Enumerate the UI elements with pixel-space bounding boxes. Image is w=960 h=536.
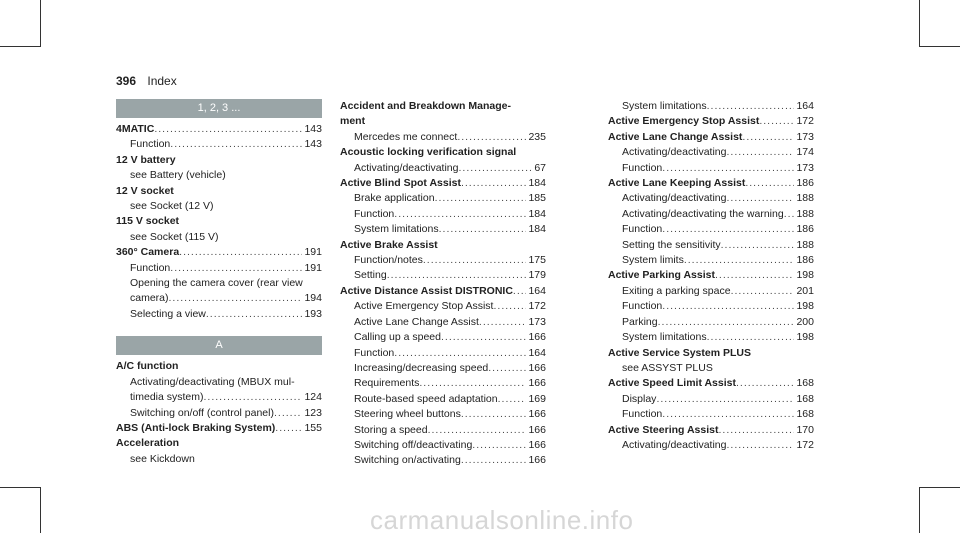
crop-mark	[919, 487, 960, 488]
index-subentry[interactable]	[340, 207, 546, 222]
entry-label: 360° Camera	[116, 246, 180, 259]
page-ref[interactable]: 194	[304, 292, 322, 305]
dot-leader	[439, 222, 527, 237]
page-ref[interactable]: 164	[528, 284, 546, 297]
dot-leader	[736, 376, 794, 391]
page-ref[interactable]: 155	[304, 421, 322, 434]
index-heading: Acoustic locking verification signal	[340, 146, 517, 159]
dot-leader	[387, 268, 527, 283]
dot-leader	[394, 207, 526, 222]
dot-leader	[726, 145, 794, 160]
page-ref[interactable]: 173	[528, 315, 546, 328]
index-entry[interactable]	[608, 268, 814, 283]
index-entry[interactable]	[608, 423, 814, 438]
dot-leader	[742, 130, 794, 145]
dot-leader	[656, 392, 794, 407]
index-heading: 12 V socket	[116, 184, 174, 197]
entry-label: Active Parking Assist	[608, 269, 715, 282]
index-subentry[interactable]	[340, 453, 546, 468]
entry-label: Activating/deactivating	[354, 161, 459, 174]
entry-label: Active Blind Spot Assist	[340, 177, 461, 190]
dot-leader	[169, 291, 303, 306]
entry-label: Mercedes me connect	[354, 130, 458, 143]
page-ref[interactable]: 188	[796, 207, 814, 220]
page-ref[interactable]: 166	[528, 438, 546, 451]
watermark: carmanualsonline.info	[370, 505, 634, 535]
index-entry[interactable]	[608, 114, 814, 129]
index-subentry[interactable]	[116, 291, 322, 306]
index-subentry: see Kickdown	[130, 452, 195, 465]
section-title: Index	[147, 74, 177, 88]
crop-mark	[0, 46, 41, 47]
index-subentry[interactable]	[340, 407, 546, 422]
page-ref[interactable]: 173	[796, 161, 814, 174]
page-ref[interactable]: 168	[796, 408, 814, 421]
index-heading: ment	[340, 115, 366, 128]
dot-leader	[721, 238, 795, 253]
page-ref[interactable]: 166	[528, 361, 546, 374]
page-ref[interactable]: 143	[304, 138, 322, 151]
index-entry[interactable]	[116, 421, 322, 436]
index-column-1	[116, 99, 322, 467]
page-ref[interactable]: 173	[796, 130, 814, 143]
index-subentry[interactable]	[340, 315, 546, 330]
entry-label: Function	[354, 207, 395, 220]
dot-leader	[715, 268, 794, 283]
dot-leader	[726, 438, 794, 453]
page-ref[interactable]: 170	[796, 423, 814, 436]
dot-leader	[745, 176, 794, 191]
page-ref[interactable]: 188	[796, 192, 814, 205]
page-ref[interactable]: 186	[796, 177, 814, 190]
dot-leader	[457, 130, 526, 145]
entry-label: Selecting a view	[130, 307, 206, 320]
index-subentry[interactable]	[340, 253, 546, 268]
page-ref[interactable]: 166	[528, 423, 546, 436]
index-subentry[interactable]	[340, 268, 546, 283]
index-subentry[interactable]	[608, 315, 814, 330]
entry-label: Function/notes	[354, 254, 423, 267]
dot-leader	[275, 421, 302, 436]
page-ref[interactable]: 184	[528, 177, 546, 190]
index-heading: 115 V socket	[116, 215, 180, 228]
dot-leader	[170, 261, 302, 276]
index-subentry[interactable]	[116, 406, 322, 421]
dot-leader	[441, 330, 526, 345]
index-entry[interactable]	[340, 176, 546, 191]
entry-label: Calling up a speed	[354, 331, 441, 344]
dot-leader	[461, 176, 527, 191]
index-subentry[interactable]	[608, 438, 814, 453]
page-ref[interactable]: 164	[528, 346, 546, 359]
entry-label: Activating/deactivating the warning	[622, 207, 784, 220]
page-ref[interactable]: 235	[528, 130, 546, 143]
page-ref[interactable]: 191	[304, 246, 322, 259]
entry-label: Function	[622, 408, 663, 421]
entry-label: ABS (Anti-lock Braking System)	[116, 421, 276, 434]
entry-label: Switching on/activating	[354, 454, 461, 467]
index-subentry[interactable]	[608, 191, 814, 206]
entry-label: Active Emergency Stop Assist	[354, 300, 494, 313]
section-letter-bar: 1, 2, 3 ...	[116, 99, 322, 118]
index-subentry[interactable]	[340, 191, 546, 206]
dot-leader	[731, 284, 795, 299]
page-ref[interactable]: 67	[534, 161, 546, 174]
entry-label: Active Lane Change Assist	[608, 130, 743, 143]
entry-label: Activating/deactivating	[622, 438, 727, 451]
entry-label: Parking	[622, 315, 658, 328]
dot-leader	[479, 315, 527, 330]
index-subentry[interactable]	[608, 407, 814, 422]
index-subentry: see Socket (115 V)	[130, 230, 219, 243]
dot-leader	[759, 114, 794, 129]
page-ref[interactable]: 172	[796, 115, 814, 128]
index-subentry[interactable]	[116, 390, 322, 405]
entry-label: camera)	[130, 292, 169, 305]
page-ref[interactable]: 168	[796, 392, 814, 405]
page-ref[interactable]: 166	[528, 377, 546, 390]
dot-leader	[719, 423, 795, 438]
page-number: 396	[116, 74, 137, 88]
entry-label: Setting the sensitivity	[622, 238, 721, 251]
index-entry[interactable]	[116, 122, 322, 137]
page-ref[interactable]: 172	[528, 300, 546, 313]
page-ref[interactable]: 186	[796, 254, 814, 267]
entry-label: Active Emergency Stop Assist	[608, 115, 760, 128]
index-subentry[interactable]	[340, 392, 546, 407]
dot-leader	[784, 207, 795, 222]
page-ref[interactable]: 175	[528, 254, 546, 267]
entry-label: Display	[622, 392, 657, 405]
page-ref[interactable]: 124	[304, 391, 322, 404]
page-ref[interactable]: 172	[796, 438, 814, 451]
index-subentry: see Battery (vehicle)	[130, 169, 226, 182]
dot-leader	[488, 361, 526, 376]
dot-leader	[498, 392, 527, 407]
page-ref[interactable]: 186	[796, 223, 814, 236]
page-ref[interactable]: 166	[528, 331, 546, 344]
page-ref[interactable]: 179	[528, 269, 546, 282]
index-subentry: Opening the camera cover (rear view	[130, 277, 303, 290]
dot-leader	[419, 376, 526, 391]
page-ref[interactable]: 193	[304, 307, 322, 320]
index-heading: Accident and Breakdown Manage-	[340, 100, 511, 112]
crop-mark	[40, 487, 41, 533]
index-subentry[interactable]	[608, 222, 814, 237]
index-entry[interactable]	[608, 130, 814, 145]
index-subentry[interactable]	[340, 423, 546, 438]
page-ref[interactable]: 200	[796, 315, 814, 328]
entry-label: Active Lane Keeping Assist	[608, 177, 746, 190]
entry-label: Storing a speed	[354, 423, 428, 436]
entry-label: Function	[130, 138, 171, 151]
entry-label: Steering wheel buttons	[354, 408, 461, 421]
page-ref[interactable]: 198	[796, 269, 814, 282]
page-ref[interactable]: 164	[796, 100, 814, 112]
crop-mark	[919, 0, 920, 47]
index-subentry[interactable]	[608, 330, 814, 345]
page-ref[interactable]: 185	[528, 192, 546, 205]
index-subentry[interactable]	[340, 222, 546, 237]
section-letter-bar: A	[116, 336, 322, 355]
index-subentry: Activating/deactivating (MBUX mul-	[130, 375, 295, 388]
page-ref[interactable]: 143	[304, 123, 322, 135]
dot-leader	[394, 346, 526, 361]
dot-leader	[206, 307, 303, 322]
dot-leader	[662, 299, 794, 314]
dot-leader	[458, 161, 532, 176]
index-subentry[interactable]	[340, 161, 546, 176]
dot-leader	[274, 406, 302, 421]
index-subentry[interactable]	[608, 238, 814, 253]
dot-leader	[513, 284, 527, 299]
page-ref[interactable]: 168	[796, 377, 814, 390]
page-ref[interactable]: 191	[304, 261, 322, 274]
entry-label: Exiting a parking space	[622, 284, 731, 297]
entry-label: Setting	[354, 269, 387, 282]
entry-label: Activating/deactivating	[622, 192, 727, 205]
entry-label: Active Speed Limit Assist	[608, 377, 736, 390]
dot-leader	[658, 315, 795, 330]
entry-label: System limitations	[354, 223, 439, 236]
entry-label: System limitations	[622, 331, 707, 344]
dot-leader	[662, 161, 794, 176]
entry-label: System limits	[622, 254, 684, 267]
index-entry[interactable]	[608, 176, 814, 191]
index-subentry: see Socket (12 V)	[130, 200, 214, 213]
index-heading: Acceleration	[116, 437, 180, 450]
index-subentry[interactable]	[116, 307, 322, 322]
dot-leader	[423, 253, 527, 268]
entry-label: Function	[130, 261, 171, 274]
dot-leader	[707, 99, 795, 114]
crop-mark	[0, 487, 41, 488]
crop-mark	[919, 46, 960, 47]
dot-leader	[204, 390, 303, 405]
index-subentry[interactable]	[608, 161, 814, 176]
entry-label: Function	[622, 161, 663, 174]
index-subentry[interactable]	[608, 207, 814, 222]
dot-leader	[472, 438, 526, 453]
entry-label: Active Distance Assist DISTRONIC	[340, 284, 513, 297]
entry-label: Active Steering Assist	[608, 423, 719, 436]
section-spacer	[116, 322, 322, 336]
index-subentry[interactable]	[608, 145, 814, 160]
dot-leader	[684, 253, 795, 268]
page-ref[interactable]: 166	[528, 408, 546, 421]
index-subentry[interactable]	[340, 376, 546, 391]
index-subentry[interactable]	[340, 299, 546, 314]
index-subentry[interactable]	[608, 392, 814, 407]
index-heading: Active Brake Assist	[340, 238, 438, 251]
index-subentry[interactable]	[340, 438, 546, 453]
dot-leader	[662, 222, 794, 237]
entry-label: Increasing/decreasing speed	[354, 361, 489, 374]
dot-leader	[428, 423, 527, 438]
entry-label: Function	[622, 223, 663, 236]
entry-label: Activating/deactivating	[622, 146, 727, 159]
page-header	[116, 74, 177, 88]
index-heading: A/C function	[116, 360, 179, 373]
entry-label: System limitations	[622, 100, 707, 112]
index-subentry[interactable]	[608, 99, 814, 114]
index-subentry[interactable]	[608, 299, 814, 314]
index-entry[interactable]	[340, 284, 546, 299]
entry-label: Function	[354, 346, 395, 359]
index-subentry[interactable]	[116, 261, 322, 276]
page-ref[interactable]: 188	[796, 238, 814, 251]
dot-leader	[170, 137, 302, 152]
page-ref[interactable]: 201	[796, 284, 814, 297]
index-subentry: see ASSYST PLUS	[622, 361, 713, 374]
index-entry[interactable]	[116, 245, 322, 260]
entry-label: Function	[622, 300, 663, 313]
dot-leader	[435, 191, 527, 206]
entry-label: Brake application	[354, 192, 435, 205]
index-heading: 12 V battery	[116, 153, 176, 166]
entry-label: Route-based speed adaptation	[354, 392, 498, 405]
index-subentry[interactable]	[340, 330, 546, 345]
page-ref[interactable]: 184	[528, 207, 546, 220]
entry-label: Switching off/deactivating	[354, 438, 473, 451]
index-entry[interactable]	[608, 376, 814, 391]
dot-leader	[707, 330, 795, 345]
index-subentry[interactable]	[116, 137, 322, 152]
index-subentry[interactable]	[340, 130, 546, 145]
page-ref[interactable]: 198	[796, 300, 814, 313]
dot-leader	[726, 191, 794, 206]
page-ref[interactable]: 198	[796, 331, 814, 344]
entry-label: timedia system)	[130, 391, 204, 404]
page-ref[interactable]: 184	[528, 223, 546, 236]
dot-leader	[179, 245, 302, 260]
entry-label: Requirements	[354, 377, 420, 390]
index-subentry[interactable]	[608, 284, 814, 299]
page-ref[interactable]: 123	[304, 406, 322, 419]
index-heading: Active Service System PLUS	[608, 346, 751, 359]
dot-leader	[461, 407, 527, 422]
dot-leader	[493, 299, 526, 314]
dot-leader	[154, 122, 302, 137]
index-column-2	[340, 99, 546, 469]
index-subentry[interactable]	[340, 346, 546, 361]
crop-mark	[919, 487, 920, 533]
index-subentry[interactable]	[608, 253, 814, 268]
index-subentry[interactable]	[340, 361, 546, 376]
dot-leader	[662, 407, 794, 422]
index-column-3	[608, 99, 814, 453]
entry-label: 4MATIC	[116, 123, 155, 135]
entry-label: Active Lane Change Assist	[354, 315, 479, 328]
page-ref[interactable]: 174	[796, 146, 814, 159]
page-ref[interactable]: 169	[528, 392, 546, 405]
dot-leader	[461, 453, 527, 468]
page-ref[interactable]: 166	[528, 454, 546, 467]
crop-mark	[40, 0, 41, 47]
entry-label: Switching on/off (control panel)	[130, 406, 274, 419]
